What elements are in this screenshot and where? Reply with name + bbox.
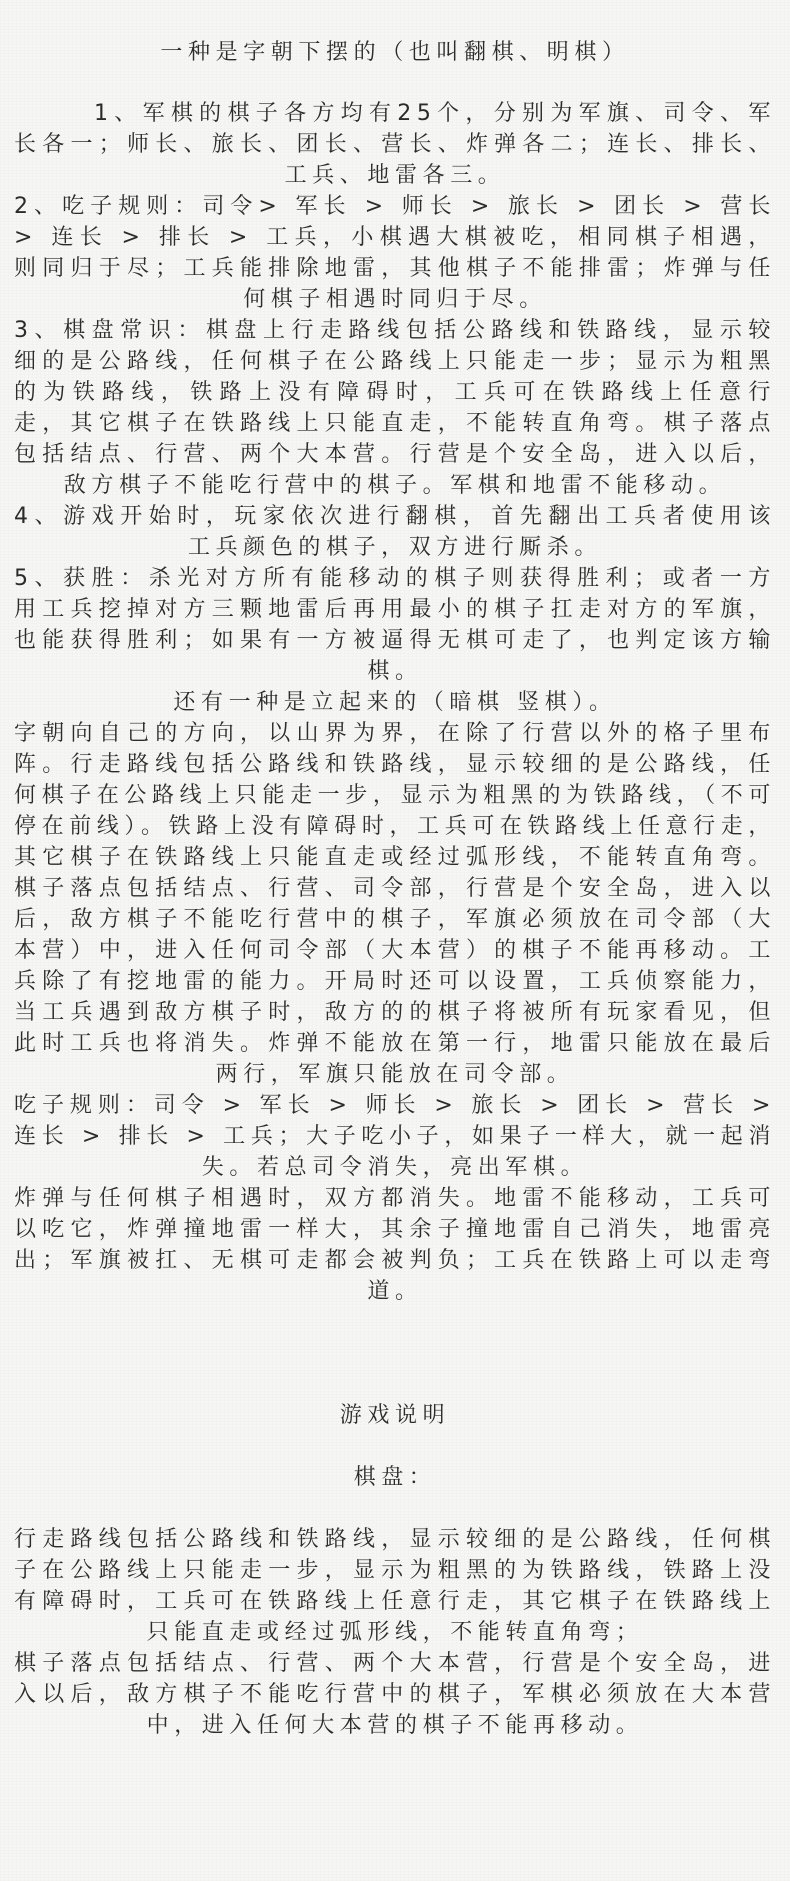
rule-game-start: 4、游戏开始时，玩家依次进行翻棋，首先翻出工兵者使用该工兵颜色的棋子，双方进行厮杀。 [14,504,776,560]
section-heading-dark-chess: 还有一种是立起来的（暗棋 竖棋）。 [173,690,617,715]
dark-chess-description: 字朝向自己的方向，以山界为界，在除了行营以外的格子里布阵。行走路线包括公路线和铁路线，显示较细的是公路线，任何棋子在公路线上只能走一步，显示为粗黑的为铁路线，（不可停在前线）。铁路上没有障碍时，工兵可在铁路线上任意行走，其它棋子在铁路线上只能直走或经过弧形线，不能转直角弯。棋子落点包括结点、行营、司令部，行营是个安全岛，进入以后，敌方棋子不能吃行营中的棋子，军旗必须放在司令部（大本营）中，进入任何司令部（大本营）的棋子不能再移动。工兵除了有挖地雷的能力。开局时还可以设置，工兵侦察能力，当工兵遇到敌方棋子时，敌方的的棋子将被所有玩家看见，但此时工兵也将消失。炸弹不能放在第一行，地雷只能放在最后两行，军旗只能放在司令部。 [14,721,776,1087]
rule-victory: 5、获胜：杀光对方所有能移动的棋子则获得胜利；或者一方用工兵挖掉对方三颗地雷后再用最小的棋子扛走对方的军旗，也能获得胜利；如果有一方被逼得无棋可走了，也判定该方输棋。 [14,566,776,684]
label-spacer [14,1493,776,1524]
dark-chess-bomb-rules: 炸弹与任何棋子相遇时，双方都消失。地雷不能移动，工兵可以吃它，炸弹撞地雷一样大，其余子撞地雷自己消失，地雷亮出；军旗被扛、无棋可走都会被判负；工兵在铁路上可以走弯道。 [14,1186,776,1304]
rule-capture-order: 2、吃子规则：司令> 军长 > 师长 > 旅长 > 团长 > 营长 > 连长 > 排长 > 工兵，小棋遇大棋被吃，相同棋子相遇，则同归于尽；工兵能排除地雷，其他棋子不能排雷；炸弹与任何棋子相遇时同归于尽。 [14,194,776,312]
rule-piece-count: 1、军棋的棋子各方均有25个，分别为军旗、司令、军长各一；师长、旅长、团长、营长、炸弹各二；连长、排长、工兵、地雷各三。 [14,101,776,188]
board-routes-text: 行走路线包括公路线和铁路线，显示较细的是公路线，任何棋子在公路线上只能走一步，显示为粗黑的为铁路线，铁路上没有障碍时，工兵可在铁路线上任意行走，其它棋子在铁路线上只能直走或经过弧形线，不能转直角弯； [14,1527,776,1645]
document-title: 一种是字朝下摆的（也叫翻棋、明棋） [160,40,630,65]
dark-chess-capture-rules: 吃子规则：司令 > 军长 > 师长 > 旅长 > 团长 > 营长 > 连长 > 排长 > 工兵；大子吃小子，如果子一样大，就一起消失。若总司令消失，亮出军棋。 [14,1093,776,1180]
instructions-heading: 游戏说明 [339,1403,451,1428]
section-spacer [14,1307,776,1400]
rule-board-basics: 3、棋盘常识：棋盘上行走路线包括公路线和铁路线，显示较细的是公路线，任何棋子在公路线上只能走一步；显示为粗黑的为铁路线，铁路上没有障碍时，工兵可在铁路线上任意行走，其它棋子在铁路线上只能直走，不能转直角弯。棋子落点包括结点、行营、两个大本营。行营是个安全岛，进入以后，敌方棋子不能吃行营中的棋子。军棋和地雷不能移动。 [14,318,776,498]
board-label: 棋盘： [353,1465,437,1490]
board-points-text: 棋子落点包括结点、行营、两个大本营，行营是个安全岛，进入以后，敌方棋子不能吃行营中的棋子，军棋必须放在大本营中，进入任何大本营的棋子不能再移动。 [14,1651,776,1738]
heading-spacer [14,1431,776,1462]
